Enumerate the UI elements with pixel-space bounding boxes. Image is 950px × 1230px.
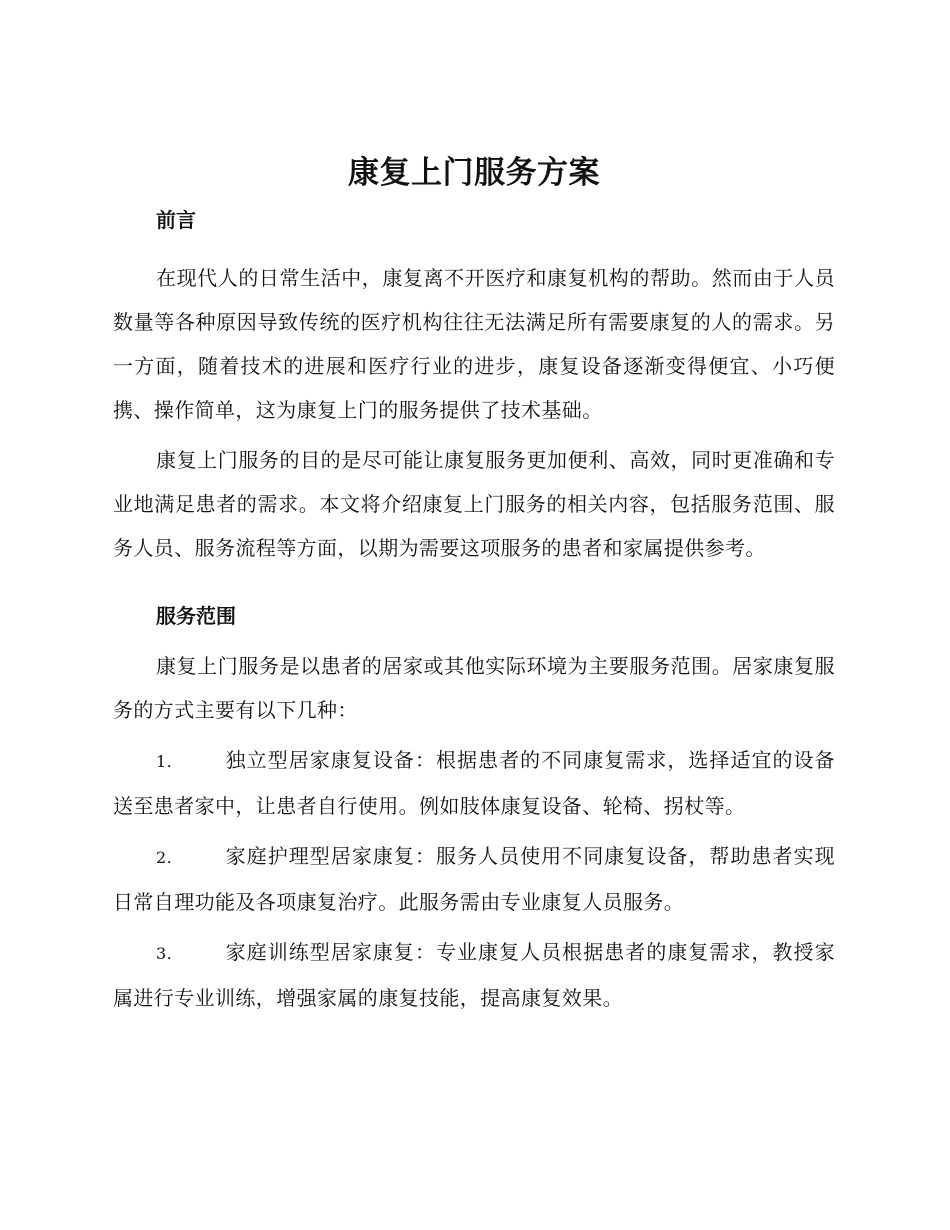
document-body [113,148,835,1020]
paragraph: 康复上门服务的目的是尽可能让康复服务更加便利、高效，同时更准确和专业地满足患者的需求。本文将介绍康复上门服务的相关内容，包括服务范围、服务人员、服务流程等方面，以期为需要这项服务的患者和家属提供参考。 [113,448,835,560]
list-item-text: 家庭训练型居家康复：专业康复人员根据患者的康复需求，教授家属进行专业训练，增强家属的康复技能，提高康复效果。 [113,940,835,1010]
list-item-text: 家庭护理型居家康复：服务人员使用不同康复设备，帮助患者实现日常自理功能及各项康复治疗。此服务需由专业康复人员服务。 [113,844,835,914]
section-heading-preface: 前言 [156,208,196,232]
list-number: 2. [156,848,173,867]
section-heading-service-scope: 服务范围 [156,604,236,628]
list-number: 1. [156,752,173,771]
list-item [113,834,835,924]
list-item [113,930,835,1020]
paragraph: 康复上门服务是以患者的居家或其他实际环境为主要服务范围。居家康复服务的方式主要有以下几种： [113,654,835,722]
list-number: 3. [156,944,173,963]
paragraph: 在现代人的日常生活中，康复离不开医疗和康复机构的帮助。然而由于人员数量等各种原因导致传统的医疗机构往往无法满足所有需要康复的人的需求。另一方面，随着技术的进展和医疗行业的进步，康复设备逐渐变得便宜、小巧便携、操作简单，这为康复上门的服务提供了技术基础。 [113,266,835,422]
document-title: 康复上门服务方案 [348,155,600,191]
list-item-text: 独立型居家康复设备：根据患者的不同康复需求，选择适宜的设备送至患者家中，让患者自行使用。例如肢体康复设备、轮椅、拐杖等。 [113,748,835,818]
list-item [113,738,835,828]
